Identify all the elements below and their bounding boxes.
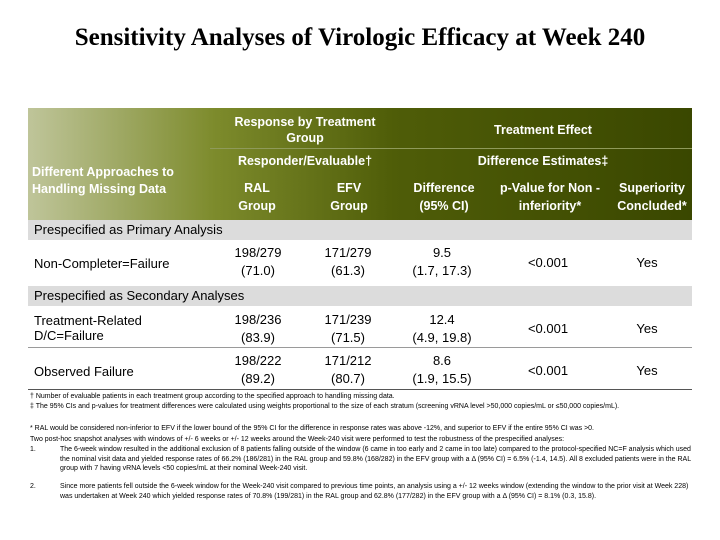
efv-count: 171/279	[324, 245, 372, 260]
header-col-difference: Difference (95% CI)	[413, 181, 475, 213]
efv-percent: (71.5)	[331, 330, 365, 345]
superiority: Yes	[636, 321, 658, 336]
ral-percent: (89.2)	[241, 371, 275, 386]
header-responder-evaluable: Responder/Evaluable†	[237, 154, 373, 168]
footnote-posthoc: Two post-hoc snapshot analyses with windows of +/- 6 weeks or +/- 12 weeks around the Week-240 visit were performed to test the robustness of the prespecified analyses:	[30, 436, 565, 443]
header-col-efv: EFV Group	[330, 181, 368, 213]
row-divider	[28, 347, 692, 348]
footnote-number-1: 1.	[30, 446, 36, 453]
footnote-noninferiority: * RAL would be considered non-inferior to EFV if the lower bound of the 95% CI for the difference in response rates was above -12%, and superior to EFV if the entire 95% CI was >0.	[30, 425, 595, 432]
header-col-pvalue: p-Value for Non -inferiority*	[500, 181, 600, 213]
table-header	[28, 108, 692, 220]
section-primary	[28, 220, 692, 240]
ral-percent: (83.9)	[241, 330, 275, 345]
difference-value	[392, 311, 492, 347]
ral-count: 198/236	[234, 312, 282, 327]
footnote-number-2: 2.	[30, 483, 36, 490]
header-response-by-treatment-group: Response by Treatment Group	[234, 115, 376, 145]
header-difference-estimates: Difference Estimates‡	[477, 154, 609, 168]
efv-count: 171/212	[324, 353, 372, 368]
ral-value	[218, 244, 298, 280]
superiority: Yes	[636, 363, 658, 378]
section-secondary-label: Prespecified as Secondary Analyses	[34, 288, 245, 303]
header-divider	[210, 148, 692, 149]
footnote-ci-method: ‡ The 95% CIs and p-values for treatment differences were calculated using weights proportional to the size of each stratum (screening vRNA level >50,000 copies/mL or ≤50,000 copies/mL).	[30, 403, 620, 410]
footnote-evaluable: † Number of evaluable patients in each treatment group according to the specified approach to handling missing data.	[30, 393, 395, 400]
section-secondary	[28, 286, 692, 306]
ral-count: 198/279	[234, 245, 282, 260]
header-treatment-effect: Treatment Effect	[494, 123, 592, 137]
pvalue: <0.001	[527, 255, 569, 270]
difference-ci: (1.7, 17.3)	[412, 263, 472, 278]
page-title: Sensitivity Analyses of Virologic Efficacy at Week 240	[74, 24, 646, 51]
row-label: Observed Failure	[34, 364, 134, 379]
footnote-item-1: The 6-week window resulted in the additional exclusion of 8 patients falling outside of the window (6 came in too early and 2 came in too late) compared to the protocol-specified NC=F analysis which used the nominal visit data and yielded response rates of 66.2% (186/281) in the RAL group and 59.8% (168/282) in the EFV group with a Δ (95% CI) = 6.5% (-1.4, 14.5). All 8 excluded patients were in the RAL group with 7 having vRNA levels <50 copies/mL at their nominal Week-240 visit.	[60, 446, 691, 472]
header-col-superiority: Superiority Concluded*	[617, 181, 687, 213]
efv-count: 171/239	[324, 312, 372, 327]
pvalue: <0.001	[527, 321, 569, 336]
difference-ci: (4.9, 19.8)	[412, 330, 472, 345]
row-label: Treatment-Related D/C=Failure	[34, 313, 142, 343]
pvalue: <0.001	[527, 363, 569, 378]
section-primary-label: Prespecified as Primary Analysis	[34, 222, 223, 237]
table-bottom-rule	[28, 389, 692, 390]
ral-count: 198/222	[234, 353, 282, 368]
difference-ci: (1.9, 15.5)	[412, 371, 472, 386]
efv-value	[308, 352, 388, 388]
ral-value	[218, 352, 298, 388]
ral-percent: (71.0)	[241, 263, 275, 278]
header-row-label: Different Approaches to Handling Missing Data	[32, 165, 174, 196]
ral-value	[218, 311, 298, 347]
difference-value	[392, 244, 492, 280]
difference-estimate: 9.5	[432, 245, 452, 260]
row-label: Non-Completer=Failure	[34, 256, 170, 271]
footnote-item-2: Since more patients fell outside the 6-week window for the Week-240 visit compared to previous time points, an analysis using a +/- 12 weeks window (extending the window to the prior visit at Week 228) was undertaken at Week 240 which yielded response rates of 70.8% (199/281) in the RAL group and 62.8% (177/282) in the EFV group with a Δ (95% CI) = 8.1% (0.3, 15.8).	[60, 483, 689, 500]
header-col-ral: RAL Group	[238, 181, 276, 213]
superiority: Yes	[636, 255, 658, 270]
difference-estimate: 12.4	[429, 312, 455, 327]
difference-value	[392, 352, 492, 388]
efv-percent: (61.3)	[331, 263, 365, 278]
efv-percent: (80.7)	[331, 371, 365, 386]
efv-value	[308, 311, 388, 347]
efv-value	[308, 244, 388, 280]
difference-estimate: 8.6	[432, 353, 452, 368]
